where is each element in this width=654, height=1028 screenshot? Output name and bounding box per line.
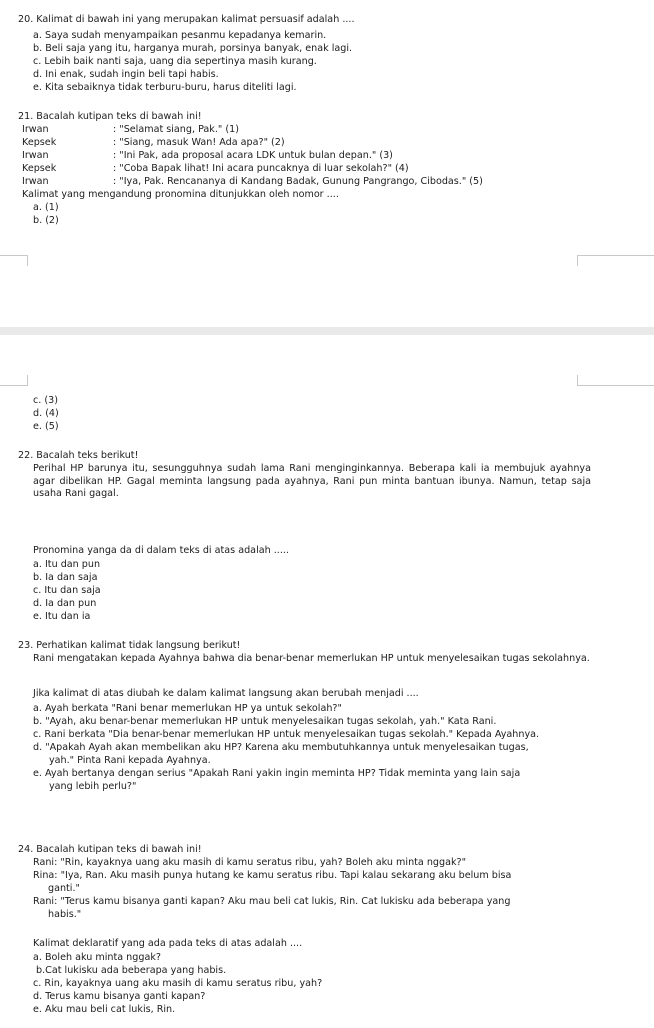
q23-option-e: e. Ayah bertanya dengan serius "Apakah Rani yakin ingin meminta HP? Tidak meminta yang lain saja — [33, 768, 521, 779]
q21-option-c: c. (3) — [33, 395, 58, 406]
speaker-text: : "Coba Bapak lihat! Ini acara puncaknya di luar sekolah?" (4) — [113, 163, 409, 174]
page-1 — [0, 0, 654, 255]
q21-dialog-line-2 — [22, 137, 285, 149]
q20-option-c: c. Lebih baik nanti saja, uang dia sepertinya masih kurang. — [33, 56, 317, 67]
q21-dialog-line-5 — [22, 176, 483, 188]
q24-line-5: habis." — [48, 909, 82, 920]
q22-option-d: d. Ia dan pun — [33, 598, 97, 609]
q23-option-e-cont: yang lebih perlu?" — [49, 781, 137, 792]
speaker-name: Irwan — [22, 124, 49, 135]
speaker-name: Irwan — [22, 150, 49, 161]
q23-title: 23. Perhatikan kalimat tidak langsung berikut! — [18, 640, 241, 651]
q21-option-b: b. (2) — [33, 215, 59, 226]
q23-option-d: d. "Apakah Ayah akan membelikan aku HP? Karena aku membutuhkannya untuk menyelesaikan tugas, — [33, 742, 529, 753]
q22-option-c: c. Itu dan saja — [33, 585, 101, 596]
q21-dialog-line-1 — [22, 124, 239, 136]
q21-dialog-line-4 — [22, 163, 409, 175]
speaker-text: : "Siang, masuk Wan! Ada apa?" (2) — [113, 137, 285, 148]
speaker-text: : "Selamat siang, Pak." (1) — [113, 124, 239, 135]
speaker-name: Kepsek — [22, 137, 57, 148]
q21-option-a: a. (1) — [33, 202, 59, 213]
q21-option-e: e. (5) — [33, 421, 59, 432]
crop-mark — [577, 255, 654, 266]
q24-option-b: b.Cat lukisku ada beberapa yang habis. — [36, 965, 227, 976]
q23-option-c: c. Rani berkata "Dia benar-benar memerlukan HP untuk menyelesaikan tugas sekolah." Kepada Ayahnya. — [33, 729, 540, 740]
crop-mark — [0, 255, 28, 266]
speaker-name: Irwan — [22, 176, 49, 187]
page-divider — [0, 327, 654, 335]
q20-title: 20. Kalimat di bawah ini yang merupakan kalimat persuasif adalah .... — [18, 14, 355, 25]
q24-line-4: Rani: "Terus kamu bisanya ganti kapan? Aku mau beli cat lukis, Rin. Cat lukisku ada beberapa yang — [33, 896, 511, 907]
q20-option-e: e. Kita sebaiknya tidak terburu-buru, harus diteliti lagi. — [33, 82, 297, 93]
q22-prompt: Pronomina yanga da di dalam teks di atas adalah ..... — [33, 545, 289, 556]
q22-option-a: a. Itu dan pun — [33, 559, 101, 570]
q21-title: 21. Bacalah kutipan teks di bawah ini! — [18, 111, 202, 122]
q24-line-2: Rina: "Iya, Ran. Aku masih punya hutang ke kamu seratus ribu. Tapi kalau sekarang aku belum bisa — [33, 870, 512, 881]
q21-option-d: d. (4) — [33, 408, 59, 419]
page-2 — [0, 383, 654, 1028]
q23-option-d-cont: yah." Pinta Rani kepada Ayahnya. — [49, 755, 211, 766]
q24-option-e: e. Aku mau beli cat lukis, Rin. — [33, 1004, 176, 1015]
q24-prompt: Kalimat deklaratif yang ada pada teks di atas adalah .... — [33, 938, 303, 949]
q24-option-c: c. Rin, kayaknya uang aku masih di kamu seratus ribu, yah? — [33, 978, 323, 989]
q23-option-a: a. Ayah berkata "Rani benar memerlukan HP ya untuk sekolah?" — [33, 703, 342, 714]
speaker-name: Kepsek — [22, 163, 57, 174]
q20-option-b: b. Beli saja yang itu, harganya murah, porsinya banyak, enak lagi. — [33, 43, 353, 54]
q22-title: 22. Bacalah teks berikut! — [18, 450, 139, 461]
q22-passage: Perihal HP barunya itu, sesungguhnya sudah lama Rani menginginkannya. Beberapa kali ia membujuk ayahnya agar dibelikan HP. Gagal meminta langsung pada ayahnya, Rani pun minta bantuan ibunya. Namun, tetap saja usaha Rani gagal. — [33, 463, 591, 499]
speaker-text: : "Iya, Pak. Rencananya di Kandang Badak, Gunung Pangrango, Cibodas." (5) — [113, 176, 483, 187]
q22-option-e: e. Itu dan ia — [33, 611, 91, 622]
q23-prompt: Jika kalimat di atas diubah ke dalam kalimat langsung akan berubah menjadi .... — [33, 688, 419, 699]
q21-prompt: Kalimat yang mengandung pronomina ditunjukkan oleh nomor .... — [22, 189, 339, 200]
q20-option-d: d. Ini enak, sudah ingin beli tapi habis. — [33, 69, 219, 80]
q23-option-b: b. "Ayah, aku benar-benar memerlukan HP untuk menyelesaikan tugas sekolah, yah." Kata Rani. — [33, 716, 497, 727]
q24-line-1: Rani: "Rin, kayaknya uang aku masih di kamu seratus ribu, yah? Boleh aku minta nggak?" — [33, 857, 467, 868]
q23-passage: Rani mengatakan kepada Ayahnya bahwa dia benar-benar memerlukan HP untuk menyelesaikan tugas sekolahnya. — [33, 653, 590, 664]
q22-option-b: b. Ia dan saja — [33, 572, 98, 583]
q24-title: 24. Bacalah kutipan teks di bawah ini! — [18, 844, 202, 855]
q24-option-d: d. Terus kamu bisanya ganti kapan? — [33, 991, 206, 1002]
page-break — [0, 255, 654, 383]
q20-option-a: a. Saya sudah menyampaikan pesanmu kepadanya kemarin. — [33, 30, 327, 41]
q21-dialog-line-3 — [22, 150, 393, 162]
speaker-text: : "Ini Pak, ada proposal acara LDK untuk bulan depan." (3) — [113, 150, 393, 161]
q24-option-a: a. Boleh aku minta nggak? — [33, 952, 161, 963]
q24-line-3: ganti." — [48, 883, 80, 894]
